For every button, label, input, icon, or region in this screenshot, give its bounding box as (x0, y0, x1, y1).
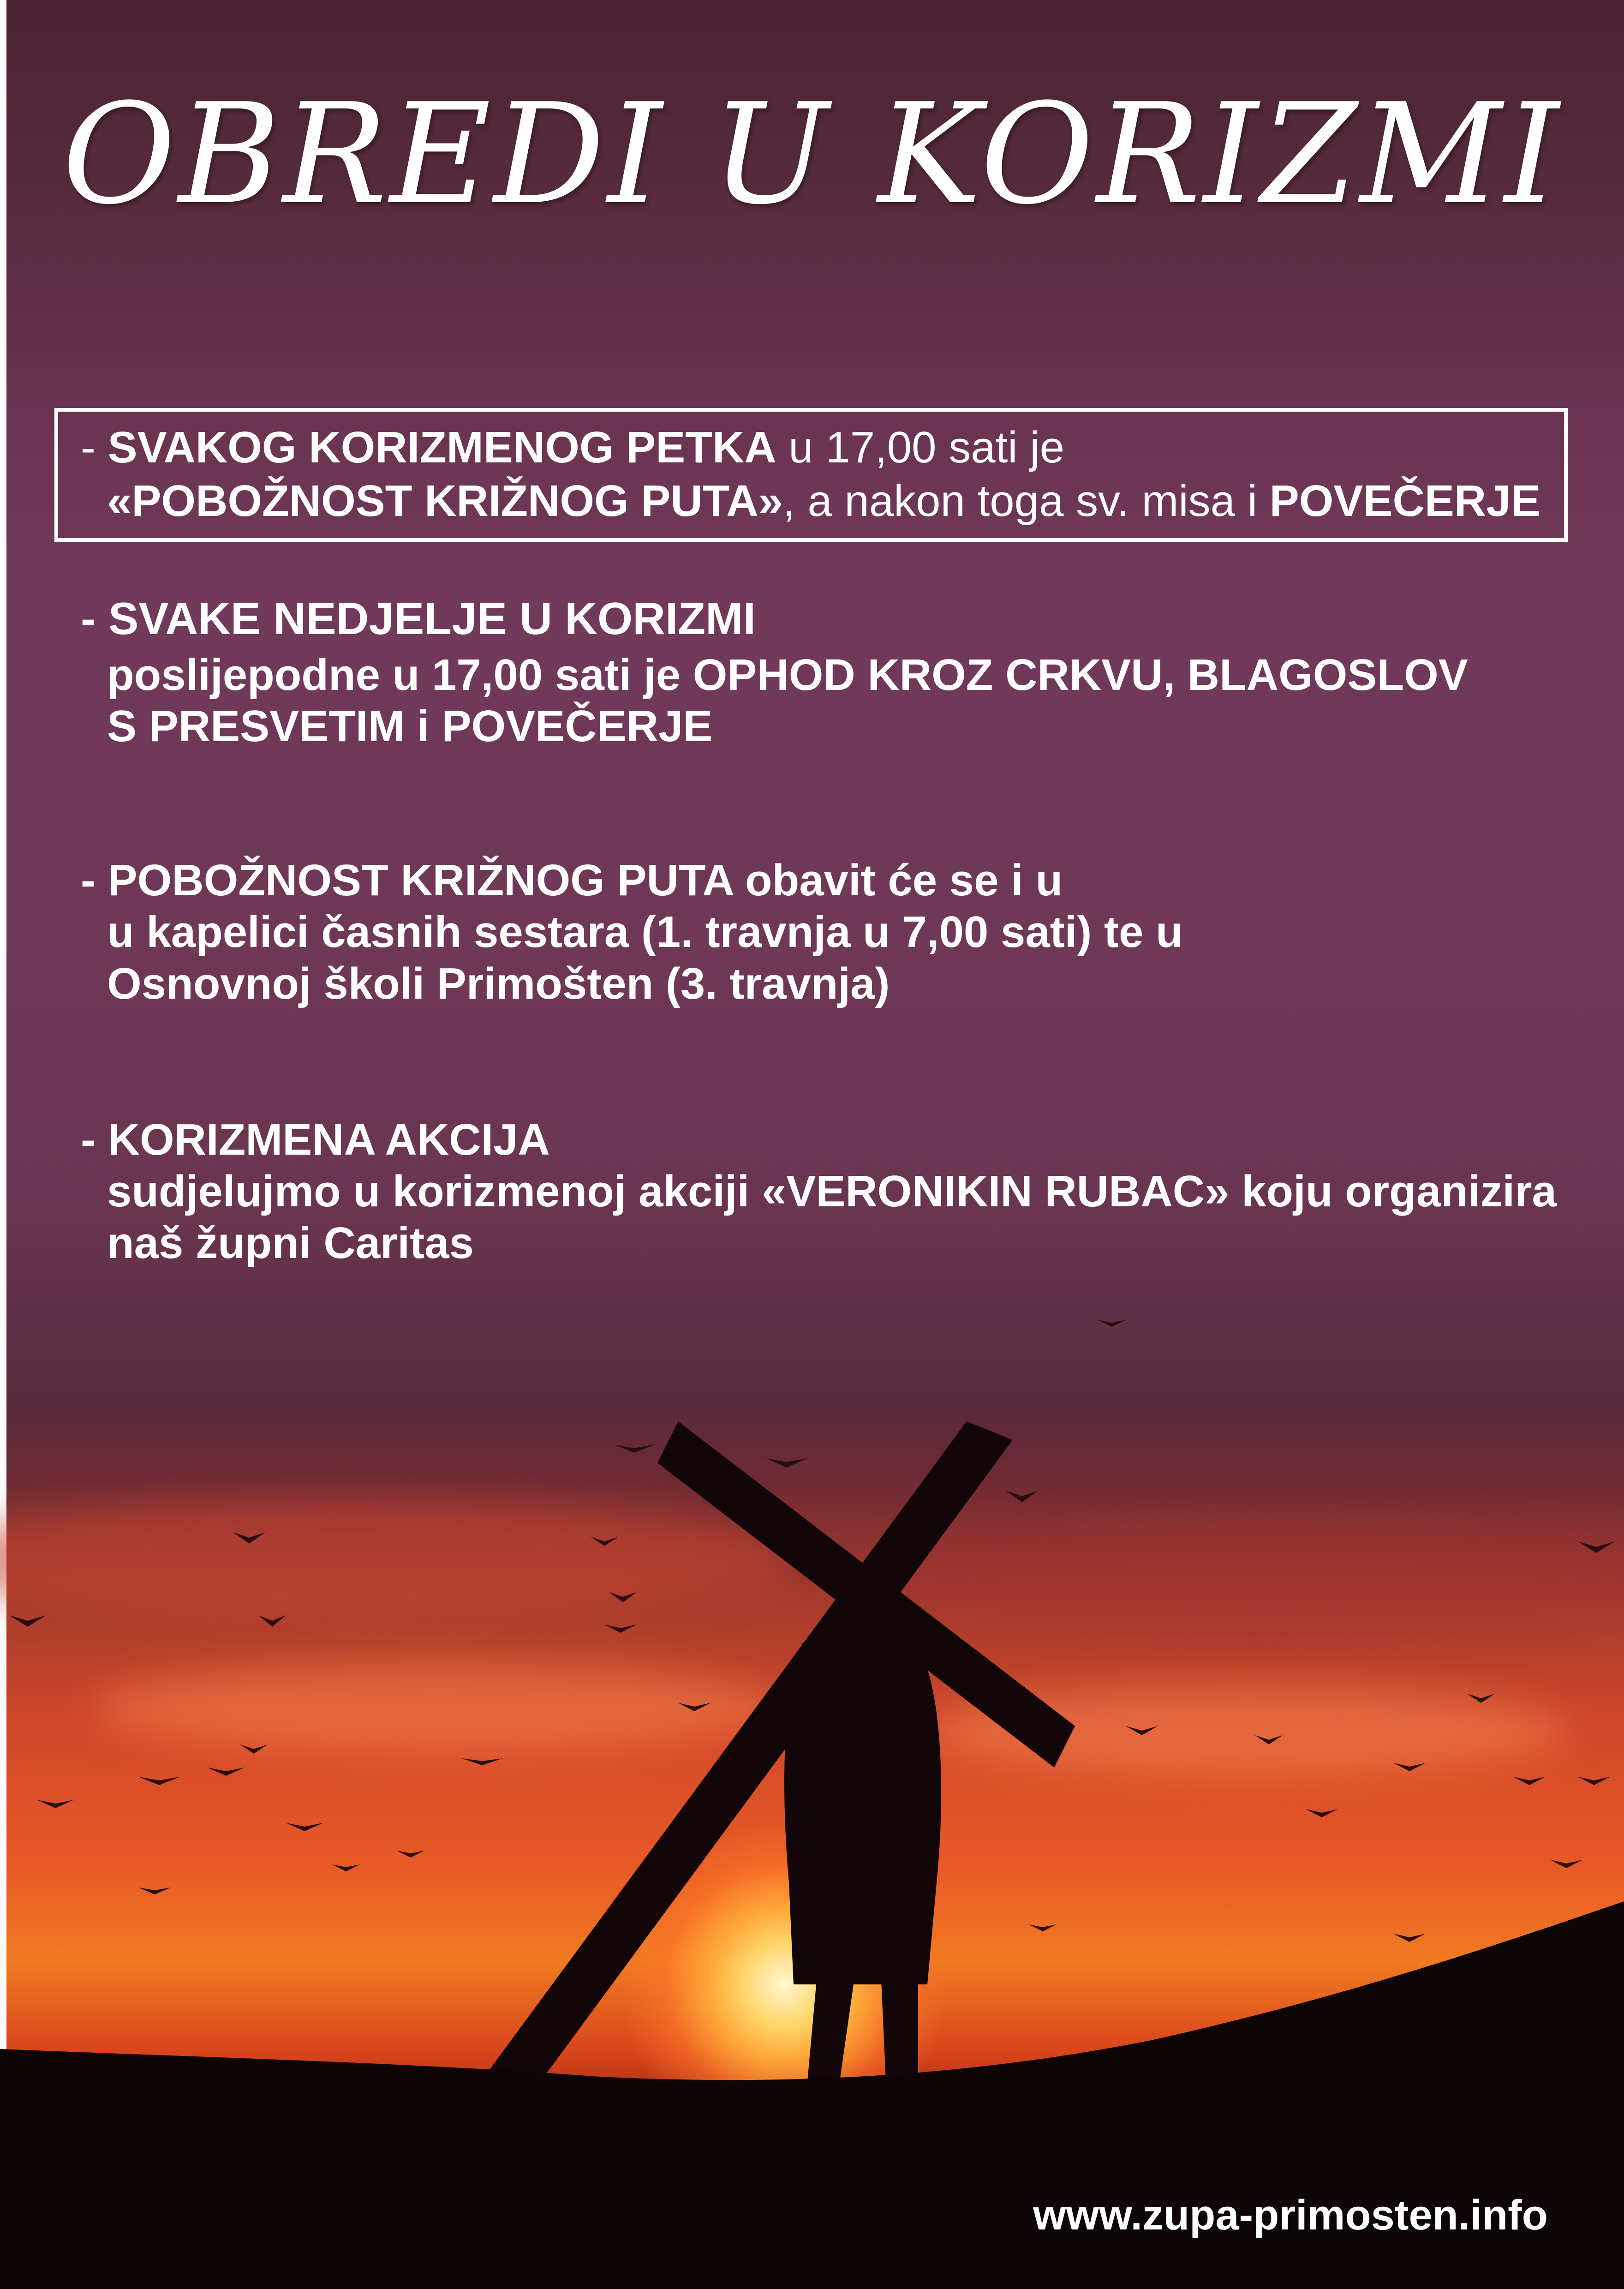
section4-line1: sudjelujmo u korizmenoj akciji «VERONIKIN RUBAC» koju organizira (107, 1167, 1557, 1216)
section2-heading: - SVAKE NEDJELJE U KORIZMI (81, 593, 756, 644)
bird-icon (1029, 1924, 1057, 1931)
bird-icon (138, 1777, 180, 1785)
section1-highlight: «POBOŽNOST KRIŽNOG PUTA» (107, 476, 783, 526)
bird-icon (678, 1703, 710, 1711)
bird-icon (1513, 1777, 1546, 1785)
section3-line1: - POBOŽNOST KRIŽNOG PUTA obavit će se i u (81, 856, 1063, 905)
section2-line1: poslijepodne u 17,00 sati je OPHOD KROZ CRKVU, BLAGOSLOV (107, 650, 1468, 700)
section1-text1: u 17,00 sati je (776, 423, 1065, 472)
figure-silhouette (784, 1590, 941, 2081)
bird-icon (258, 1615, 286, 1627)
section1-heading: SVAKOG KORIZMENOG PETKA (107, 423, 776, 472)
bird-icon (9, 1615, 46, 1627)
bird-icon (233, 1532, 265, 1544)
bird-icon (614, 1444, 655, 1453)
bird-icon (609, 1592, 637, 1602)
section4-heading: - KORIZMENA AKCIJA (81, 1115, 550, 1164)
section1-end: POVEČERJE (1269, 476, 1540, 526)
cross-silhouette (478, 1421, 1075, 2104)
bird-icon (1255, 1735, 1283, 1744)
section1-dash: - (81, 423, 108, 472)
bird-icon (286, 1823, 323, 1831)
bird-icon (461, 1758, 503, 1765)
page-title: OBREDI U KORIZMI (62, 74, 1562, 235)
bird-icon (37, 1800, 74, 1808)
website-url[interactable]: www.zupa-primosten.info (1033, 2192, 1548, 2239)
bird-icon (1393, 1763, 1426, 1771)
section1-line2 (107, 474, 1540, 528)
section3-line3: Osnovnoj školi Primošten (3. travnja) (107, 959, 890, 1008)
section1-text2: , a nakon toga sv. misa i (782, 476, 1270, 526)
section1-line1 (81, 421, 1064, 474)
bird-icon (240, 1744, 268, 1754)
bird-icon (208, 1768, 245, 1776)
bird-icon (1306, 1809, 1338, 1817)
bird-icon (397, 1851, 424, 1858)
bird-icon (1578, 1541, 1615, 1553)
bird-icon (1467, 1694, 1495, 1703)
bird-icon (332, 1864, 360, 1871)
section2-line2: S PRESVETIM i POVEČERJE (107, 701, 713, 751)
bird-icon (1550, 1860, 1582, 1868)
bird-icon (1006, 1491, 1038, 1502)
bird-icon (1126, 1726, 1158, 1735)
section3-line2: u kapelici časnih sestara (1. travnja u 7,00 sati) te u (107, 907, 1183, 957)
bird-icon (766, 1458, 807, 1468)
section4-line2: naš župni Caritas (107, 1218, 474, 1268)
bird-icon (138, 1888, 171, 1894)
bird-icon (1578, 1777, 1610, 1785)
bird-icon (1098, 1320, 1126, 1327)
bird-icon (604, 1624, 637, 1633)
bird-icon (1393, 1934, 1426, 1942)
bird-icon (591, 1537, 618, 1546)
